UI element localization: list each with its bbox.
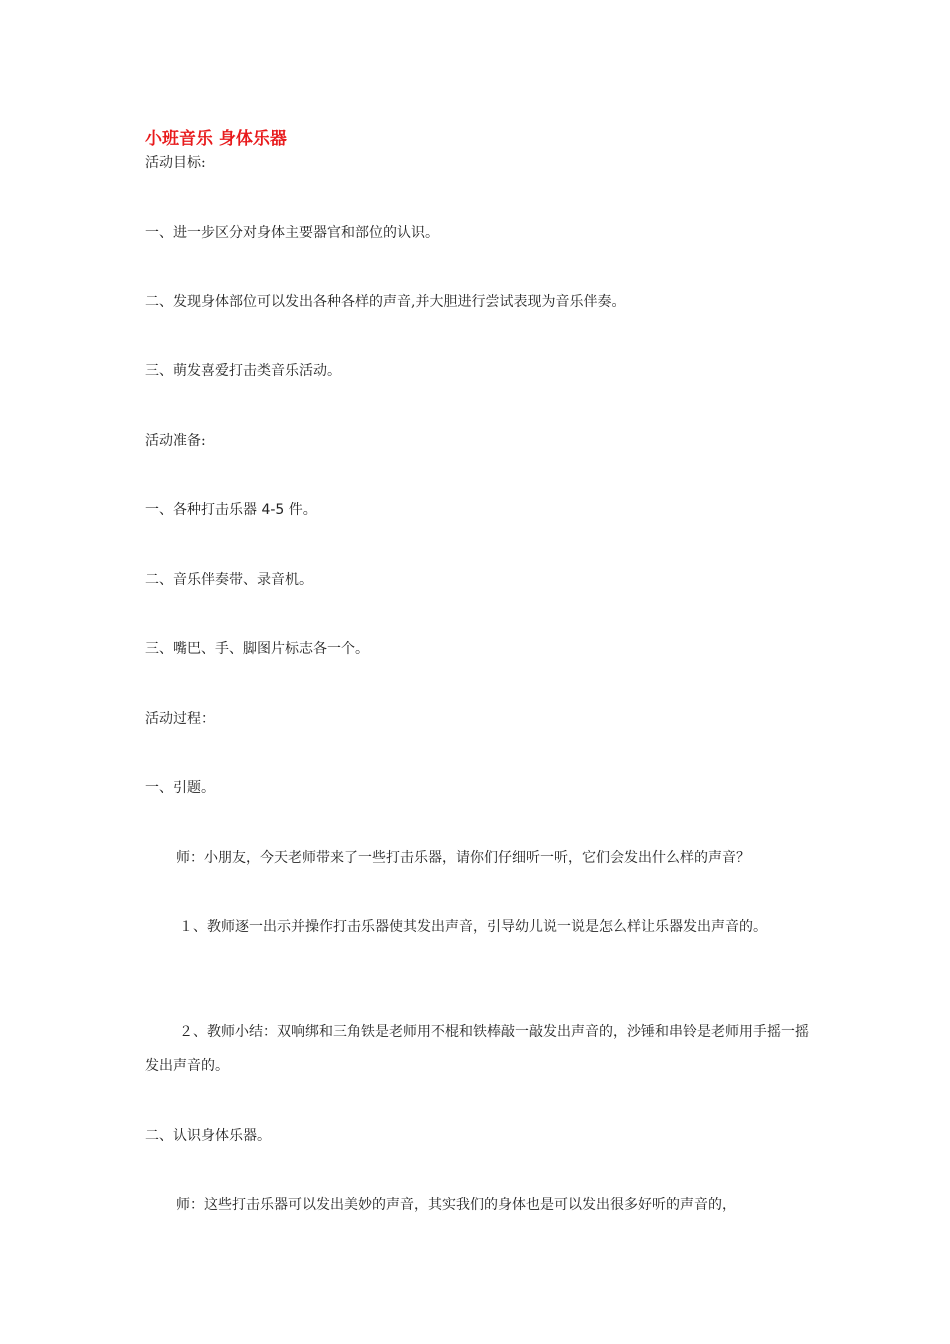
goal-item-2: 二、发现身体部位可以发出各种各样的声音,并大胆进行尝试表现为音乐伴奏。 [145,294,626,310]
prep-item-1 [145,500,317,520]
goal-item-3: 三、萌发喜爱打击类音乐活动。 [145,363,341,379]
step-2-paragraph: 师：这些打击乐器可以发出美妙的声音，其实我们的身体也是可以发出很多好听的声音的， [176,1197,736,1213]
prep-item-2: 二、音乐伴奏带、录音机。 [145,572,313,588]
goal-item-1: 一、进一步区分对身体主要器官和部位的认识。 [145,225,439,241]
step-1-sub-2: ２、教师小结：双响绑和三角铁是老师用不棍和铁棒敲一敲发出声音的，沙锤和串铃是老师用手摇一摇发出声音的。 [145,1024,809,1074]
prep-item-3: 三、嘴巴、手、脚图片标志各一个。 [145,641,369,657]
step-1-title: 一、引题。 [145,780,215,796]
step-2-title: 二、认识身体乐器。 [145,1128,271,1144]
step-1-sub-1: １、教师逐一出示并操作打击乐器使其发出声音，引导幼儿说一说是怎么样让乐器发出声音的。 [179,919,767,935]
document-title: 小班音乐 身体乐器 [145,129,287,149]
prep-item-1-quantity: 4-5 [261,502,285,518]
prep-item-1-unit: 件。 [288,502,317,518]
prep-item-1-text: 一、各种打击乐器 [145,502,257,518]
goals-heading: 活动目标: [145,155,206,171]
prep-heading: 活动准备: [145,433,206,449]
process-heading: 活动过程： [145,711,215,727]
step-1-paragraph: 师：小朋友，今天老师带来了一些打击乐器，请你们仔细听一听，它们会发出什么样的声音？ [176,850,750,866]
